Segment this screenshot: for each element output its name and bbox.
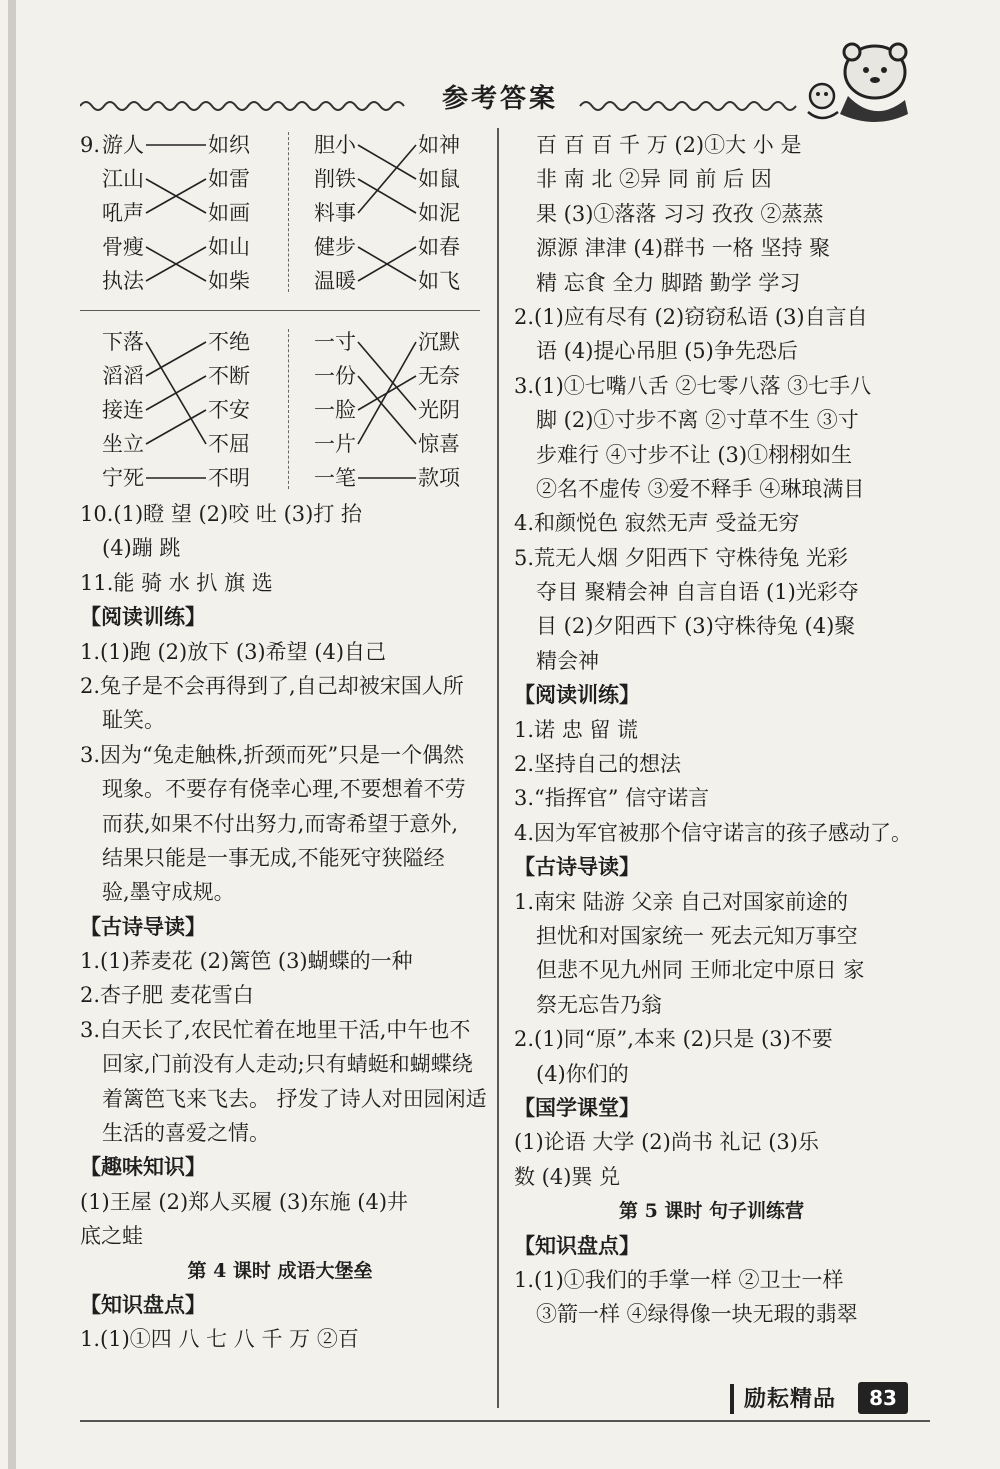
- match-left-mid-item: 不安: [208, 398, 250, 422]
- match-left-mid-item: 不断: [208, 364, 250, 388]
- answer-line: 1.诺 忠 留 谎: [514, 717, 639, 742]
- match-right-item: 一脸: [314, 398, 356, 422]
- answer-line: 4.因为军官被那个信守诺言的孩子感动了。: [514, 820, 913, 845]
- section-heading: 【国学课堂】: [514, 1094, 640, 1120]
- answer-line: 3.白天长了,农民忙着在地里干活,中午也不: [80, 1017, 471, 1042]
- answer-line: (4)蹦 跳: [102, 536, 181, 561]
- match-right-mid-item: 光阴: [418, 398, 460, 422]
- match-left-mid-item: 不明: [208, 466, 250, 490]
- match-left-mid-item: 如柴: [208, 269, 250, 293]
- answer-line: 2.(1)同“原”,本来 (2)只是 (3)不要: [514, 1027, 833, 1052]
- answer-line: 祭无忘告乃翁: [536, 992, 662, 1017]
- section-heading: 【阅读训练】: [514, 682, 640, 708]
- bottom-rule: [80, 1420, 930, 1422]
- section-heading: 【知识盘点】: [80, 1291, 206, 1317]
- answer-line: 10.(1)瞪 望 (2)咬 吐 (3)打 抬: [80, 502, 363, 526]
- answer-line: 生活的喜爱之情。: [102, 1121, 270, 1146]
- answer-line: 百 百 百 千 万 (2)①大 小 是: [536, 133, 802, 157]
- answer-line: 源源 津津 (4)群书 一格 坚持 聚: [536, 236, 831, 261]
- match-left-mid-item: 如织: [208, 133, 250, 157]
- answer-line: 精 忘食 全力 脚踏 勤学 学习: [536, 270, 801, 295]
- match-right-mid-item: 如鼠: [418, 167, 460, 191]
- section-heading: 【古诗导读】: [80, 913, 206, 939]
- match-left-item: 宁死: [102, 466, 144, 490]
- answer-line: 但悲不见九州同 王师北定中原日 家: [536, 958, 865, 983]
- answer-line: 现象。不要存有侥幸心理,不要想着不劳: [102, 777, 466, 802]
- match-right-item: 健步: [314, 235, 356, 259]
- question-label: 9.: [80, 133, 101, 157]
- match-right-item: 料事: [314, 201, 356, 225]
- answer-line: 步难行 ④寸步不让 (3)①栩栩如生: [536, 442, 853, 467]
- match-left-mid-item: 如山: [208, 235, 250, 259]
- match-left-item: 骨瘦: [102, 235, 144, 259]
- answer-line: 着篱笆飞来飞去。 抒发了诗人对田园闲适: [102, 1086, 487, 1111]
- page-footer: [730, 1380, 930, 1416]
- match-left-item: 坐立: [102, 432, 144, 456]
- answer-line: 回家,门前没有人走动;只有蜻蜓和蝴蝶绕: [102, 1052, 473, 1077]
- section-heading: 【古诗导读】: [514, 854, 640, 880]
- answer-line: 2.坚持自己的想法: [514, 752, 682, 777]
- matching-block-1: [80, 128, 480, 300]
- answer-line: 脚 (2)①寸步不离 ②寸草不生 ③寸: [536, 408, 859, 433]
- column-divider: [497, 128, 499, 1408]
- section-heading: 【趣味知识】: [80, 1154, 206, 1180]
- answer-line: 1.(1)①四 八 七 八 千 万 ②百: [80, 1327, 359, 1352]
- footer-brand: 励耘精品: [744, 1387, 837, 1412]
- matching-block-2: [80, 325, 480, 497]
- lesson-title: 第 4 课时 成语大堡垒: [187, 1259, 373, 1282]
- match-right-mid-item: 如神: [418, 133, 460, 157]
- answer-line: 耻笑。: [102, 708, 165, 733]
- answer-line: 4.和颜悦色 寂然无声 受益无穷: [514, 511, 800, 536]
- answer-line: 结果只能是一事无成,不能死守狭隘经: [102, 845, 445, 870]
- answer-line: 担忧和对国家统一 死去元知万事空: [536, 923, 858, 948]
- match-left-mid-item: 如雷: [208, 167, 250, 191]
- match-left-item: 吼声: [102, 201, 144, 225]
- match-left-item: 执法: [102, 269, 144, 293]
- answer-line: 目 (2)夕阳西下 (3)守株待兔 (4)聚: [536, 614, 856, 639]
- answer-line: (4)你们的: [536, 1061, 629, 1086]
- match-right-item: 削铁: [314, 167, 356, 191]
- lesson-title: 第 5 课时 句子训练营: [618, 1200, 805, 1223]
- answer-line: 3.(1)①七嘴八舌 ②七零八落 ③七手八: [514, 373, 872, 398]
- answer-line: 果 (3)①落落 习习 孜孜 ②蒸蒸: [536, 201, 824, 226]
- answer-line: ②名不虚传 ③爱不释手 ④琳琅满目: [536, 476, 865, 501]
- match-right-mid-item: 款项: [418, 466, 460, 490]
- footer-bar: [730, 1384, 734, 1414]
- match-left-item: 接连: [102, 398, 144, 422]
- match-left-item: 江山: [102, 167, 144, 191]
- right-column: [514, 128, 913, 1332]
- answer-line: 精会神: [536, 648, 599, 673]
- answer-line: 而获,如果不付出努力,而寄希望于意外,: [102, 811, 459, 836]
- answer-line: 数 (4)巽 兑: [514, 1164, 621, 1189]
- page-edge: [8, 0, 16, 1469]
- match-right-mid-item: 沉默: [418, 330, 460, 354]
- bear-mascot-icon: [800, 34, 915, 129]
- answer-line: 夺目 聚精会神 自言自语 (1)光彩夺: [536, 580, 859, 605]
- match-right-item: 一笔: [314, 466, 356, 490]
- answer-line: 非 南 北 ②异 同 前 后 因: [536, 167, 772, 192]
- header-wavy-rule: [80, 98, 800, 114]
- match-right-mid-item: 惊喜: [418, 432, 460, 456]
- matching-lines-1: [80, 128, 480, 300]
- match-right-mid-item: 无奈: [418, 364, 460, 388]
- match-left-mid-item: 不屈: [208, 432, 250, 456]
- match-left-mid-item: 不绝: [208, 330, 250, 354]
- left-column: [80, 128, 487, 1357]
- answer-line: 语 (4)提心吊胆 (5)争先恐后: [536, 339, 798, 364]
- answer-line: 1.(1)跑 (2)放下 (3)希望 (4)自己: [80, 639, 387, 664]
- answer-line: 2.(1)应有尽有 (2)窃窃私语 (3)自言自: [514, 304, 868, 329]
- answer-line: 2.兔子是不会再得到了,自己却被宋国人所: [80, 673, 464, 698]
- match-right-mid-item: 如春: [418, 235, 460, 259]
- page-number: 83: [858, 1382, 908, 1414]
- answer-line: 1.(1)①我们的手掌一样 ②卫士一样: [514, 1267, 844, 1292]
- answer-line: 2.杏子肥 麦花雪白: [80, 983, 254, 1008]
- answer-line: 1.(1)荞麦花 (2)篱笆 (3)蝴蝶的一种: [80, 949, 413, 974]
- match-left-mid-item: 如画: [208, 201, 250, 225]
- answer-line: 3.因为“兔走触株,折颈而死”只是一个偶然: [80, 742, 465, 767]
- answer-line: 验,墨守成规。: [102, 880, 235, 905]
- answer-line: ③箭一样 ④绿得像一块无瑕的翡翠: [536, 1302, 858, 1327]
- match-right-item: 一片: [314, 432, 356, 456]
- answer-line: 5.荒无人烟 夕阳西下 守株待兔 光彩: [514, 545, 849, 570]
- answer-line: 3.“指挥官” 信守诺言: [514, 786, 710, 811]
- match-right-item: 一寸: [314, 330, 356, 354]
- match-left-item: 游人: [102, 133, 144, 157]
- answer-line: (1)论语 大学 (2)尚书 礼记 (3)乐: [514, 1130, 819, 1155]
- answer-line: 11.能 骑 水 扒 旗 选: [80, 570, 273, 595]
- match-right-item: 温暖: [314, 269, 356, 293]
- matching-separator: [80, 310, 480, 325]
- match-right-mid-item: 如飞: [418, 269, 460, 293]
- match-right-mid-item: 如泥: [418, 201, 460, 225]
- match-right-item: 一份: [314, 364, 356, 388]
- match-right-item: 胆小: [314, 133, 356, 157]
- match-left-item: 下落: [102, 330, 144, 354]
- section-heading: 【阅读训练】: [80, 604, 206, 630]
- answer-line: 1.南宋 陆游 父亲 自己对国家前途的: [514, 889, 849, 914]
- section-heading: 【知识盘点】: [514, 1232, 640, 1258]
- matching-lines-2: [80, 325, 480, 497]
- answer-line: (1)王屋 (2)郑人买履 (3)东施 (4)井: [80, 1189, 409, 1214]
- page-header-title: 参考答案: [441, 84, 558, 114]
- match-left-item: 滔滔: [102, 364, 144, 388]
- answer-line: 底之蛙: [80, 1224, 143, 1249]
